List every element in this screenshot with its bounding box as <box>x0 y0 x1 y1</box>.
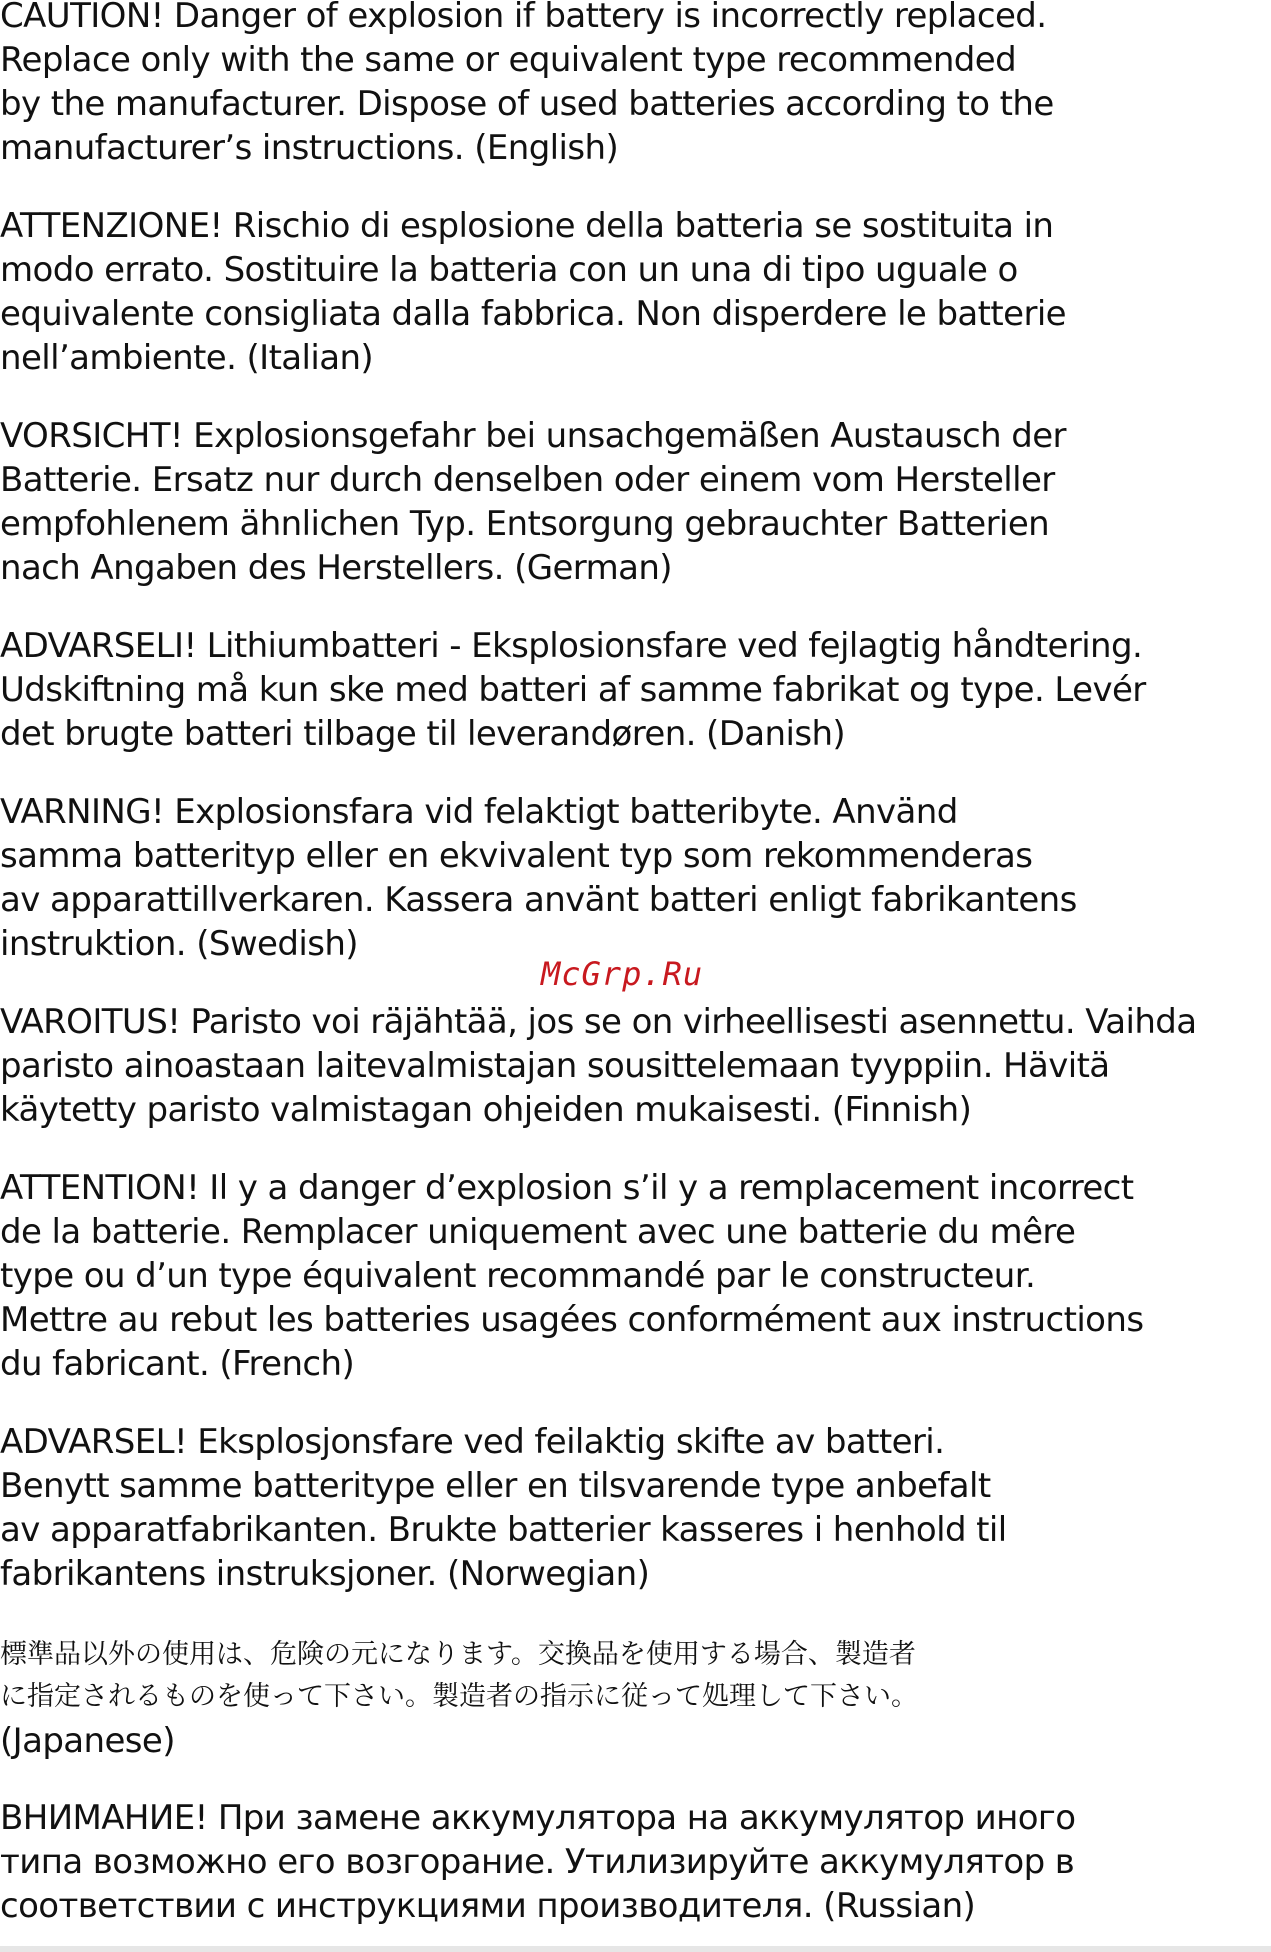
text-line: du fabricant. (French) <box>0 1344 355 1384</box>
text-line: equivalente consigliata dalla fabbrica. Non disperdere le batterie <box>0 294 1066 334</box>
text-line: 標準品以外の使用は、危険の元になります。交換品を使用する場合、製造者 <box>0 1639 916 1670</box>
text-line: käytetty paristo valmistagan ohjeiden mukaisesti. (Finnish) <box>0 1090 972 1130</box>
warning-german <box>0 414 1066 590</box>
text-line: nach Angaben des Herstellers. (German) <box>0 548 672 588</box>
text-line: Mettre au rebut les batteries usagées conformément aux instructions <box>0 1300 1144 1340</box>
text-line: Batterie. Ersatz nur durch denselben oder einem vom Hersteller <box>0 460 1055 500</box>
text-line: samma batterityp eller en ekvivalent typ som rekommenderas <box>0 836 1033 876</box>
text-line: nell’ambiente. (Italian) <box>0 338 374 378</box>
text-line: by the manufacturer. Dispose of used batteries according to the <box>0 84 1054 124</box>
text-line: manufacturer’s instructions. (English) <box>0 128 619 168</box>
text-line: paristo ainoastaan laitevalmistajan sousittelemaan tyyppiin. Hävitä <box>0 1046 1110 1086</box>
page-bottom-divider <box>0 1946 1271 1952</box>
text-line: Udskiftning må kun ske med batteri af samme fabrikat og type. Levér <box>0 670 1146 710</box>
text-line: empfohlenem ähnlichen Typ. Entsorgung gebrauchter Batterien <box>0 504 1050 544</box>
text-line: VAROITUS! Paristo voi räjähtää, jos se on virheellisesti asennettu. Vaihda <box>0 1002 1197 1042</box>
warning-norwegian <box>0 1420 1007 1596</box>
warning-russian <box>0 1796 1075 1928</box>
text-line: ADVARSEL! Eksplosjonsfare ved feilaktig skifte av batteri. <box>0 1422 945 1462</box>
text-line: Replace only with the same or equivalent type recommended <box>0 40 1017 80</box>
text-line: типа возможно его возгорание. Утилизируйте аккумулятор в <box>0 1842 1075 1882</box>
text-line: type ou d’un type équivalent recommandé par le constructeur. <box>0 1256 1036 1296</box>
text-line: VORSICHT! Explosionsgefahr bei unsachgemäßen Austausch der <box>0 416 1066 456</box>
text-line: ВНИМАНИЕ! При замене аккумулятора на аккумулятор иного <box>0 1798 1076 1838</box>
text-line: instruktion. (Swedish) <box>0 924 358 964</box>
text-line: det brugte batteri tilbage til leverandøren. (Danish) <box>0 714 846 754</box>
text-line: VARNING! Explosionsfara vid felaktigt batteribyte. Använd <box>0 792 958 832</box>
warning-italian <box>0 204 1066 380</box>
text-line: ATTENZIONE! Rischio di esplosione della batteria se sostituita in <box>0 206 1054 246</box>
warning-swedish <box>0 790 1077 966</box>
warning-english <box>0 0 1054 170</box>
text-line: に指定されるものを使って下さい。製造者の指示に従って処理して下さい。 <box>0 1681 918 1712</box>
text-line: ADVARSELI! Lithiumbatteri - Eksplosionsfare ved fejlagtig håndtering. <box>0 626 1143 666</box>
text-line: Benytt samme batteritype eller en tilsvarende type anbefalt <box>0 1466 991 1506</box>
text-line: fabrikantens instruksjoner. (Norwegian) <box>0 1554 650 1594</box>
site-watermark: McGrp.Ru <box>541 955 704 993</box>
text-line: ATTENTION! Il y a danger d’explosion s’il y a remplacement incorrect <box>0 1168 1134 1208</box>
warning-finnish <box>0 1000 1197 1132</box>
warning-french <box>0 1166 1143 1386</box>
text-line: av apparattillverkaren. Kassera använt batteri enligt fabrikantens <box>0 880 1077 920</box>
text-line: CAUTION! Danger of explosion if battery is incorrectly replaced. <box>0 0 1047 36</box>
warning-japanese <box>0 1634 918 1764</box>
text-line: de la batterie. Remplacer uniquement avec une batterie du mêre <box>0 1212 1076 1252</box>
text-line: av apparatfabrikanten. Brukte batterier kasseres i henhold til <box>0 1510 1007 1550</box>
text-line: modo errato. Sostituire la batteria con un una di tipo uguale o <box>0 250 1018 290</box>
text-line: соответствии с инструкциями производителя. (Russian) <box>0 1886 976 1926</box>
warning-danish <box>0 624 1146 756</box>
text-line: (Japanese) <box>0 1721 175 1761</box>
